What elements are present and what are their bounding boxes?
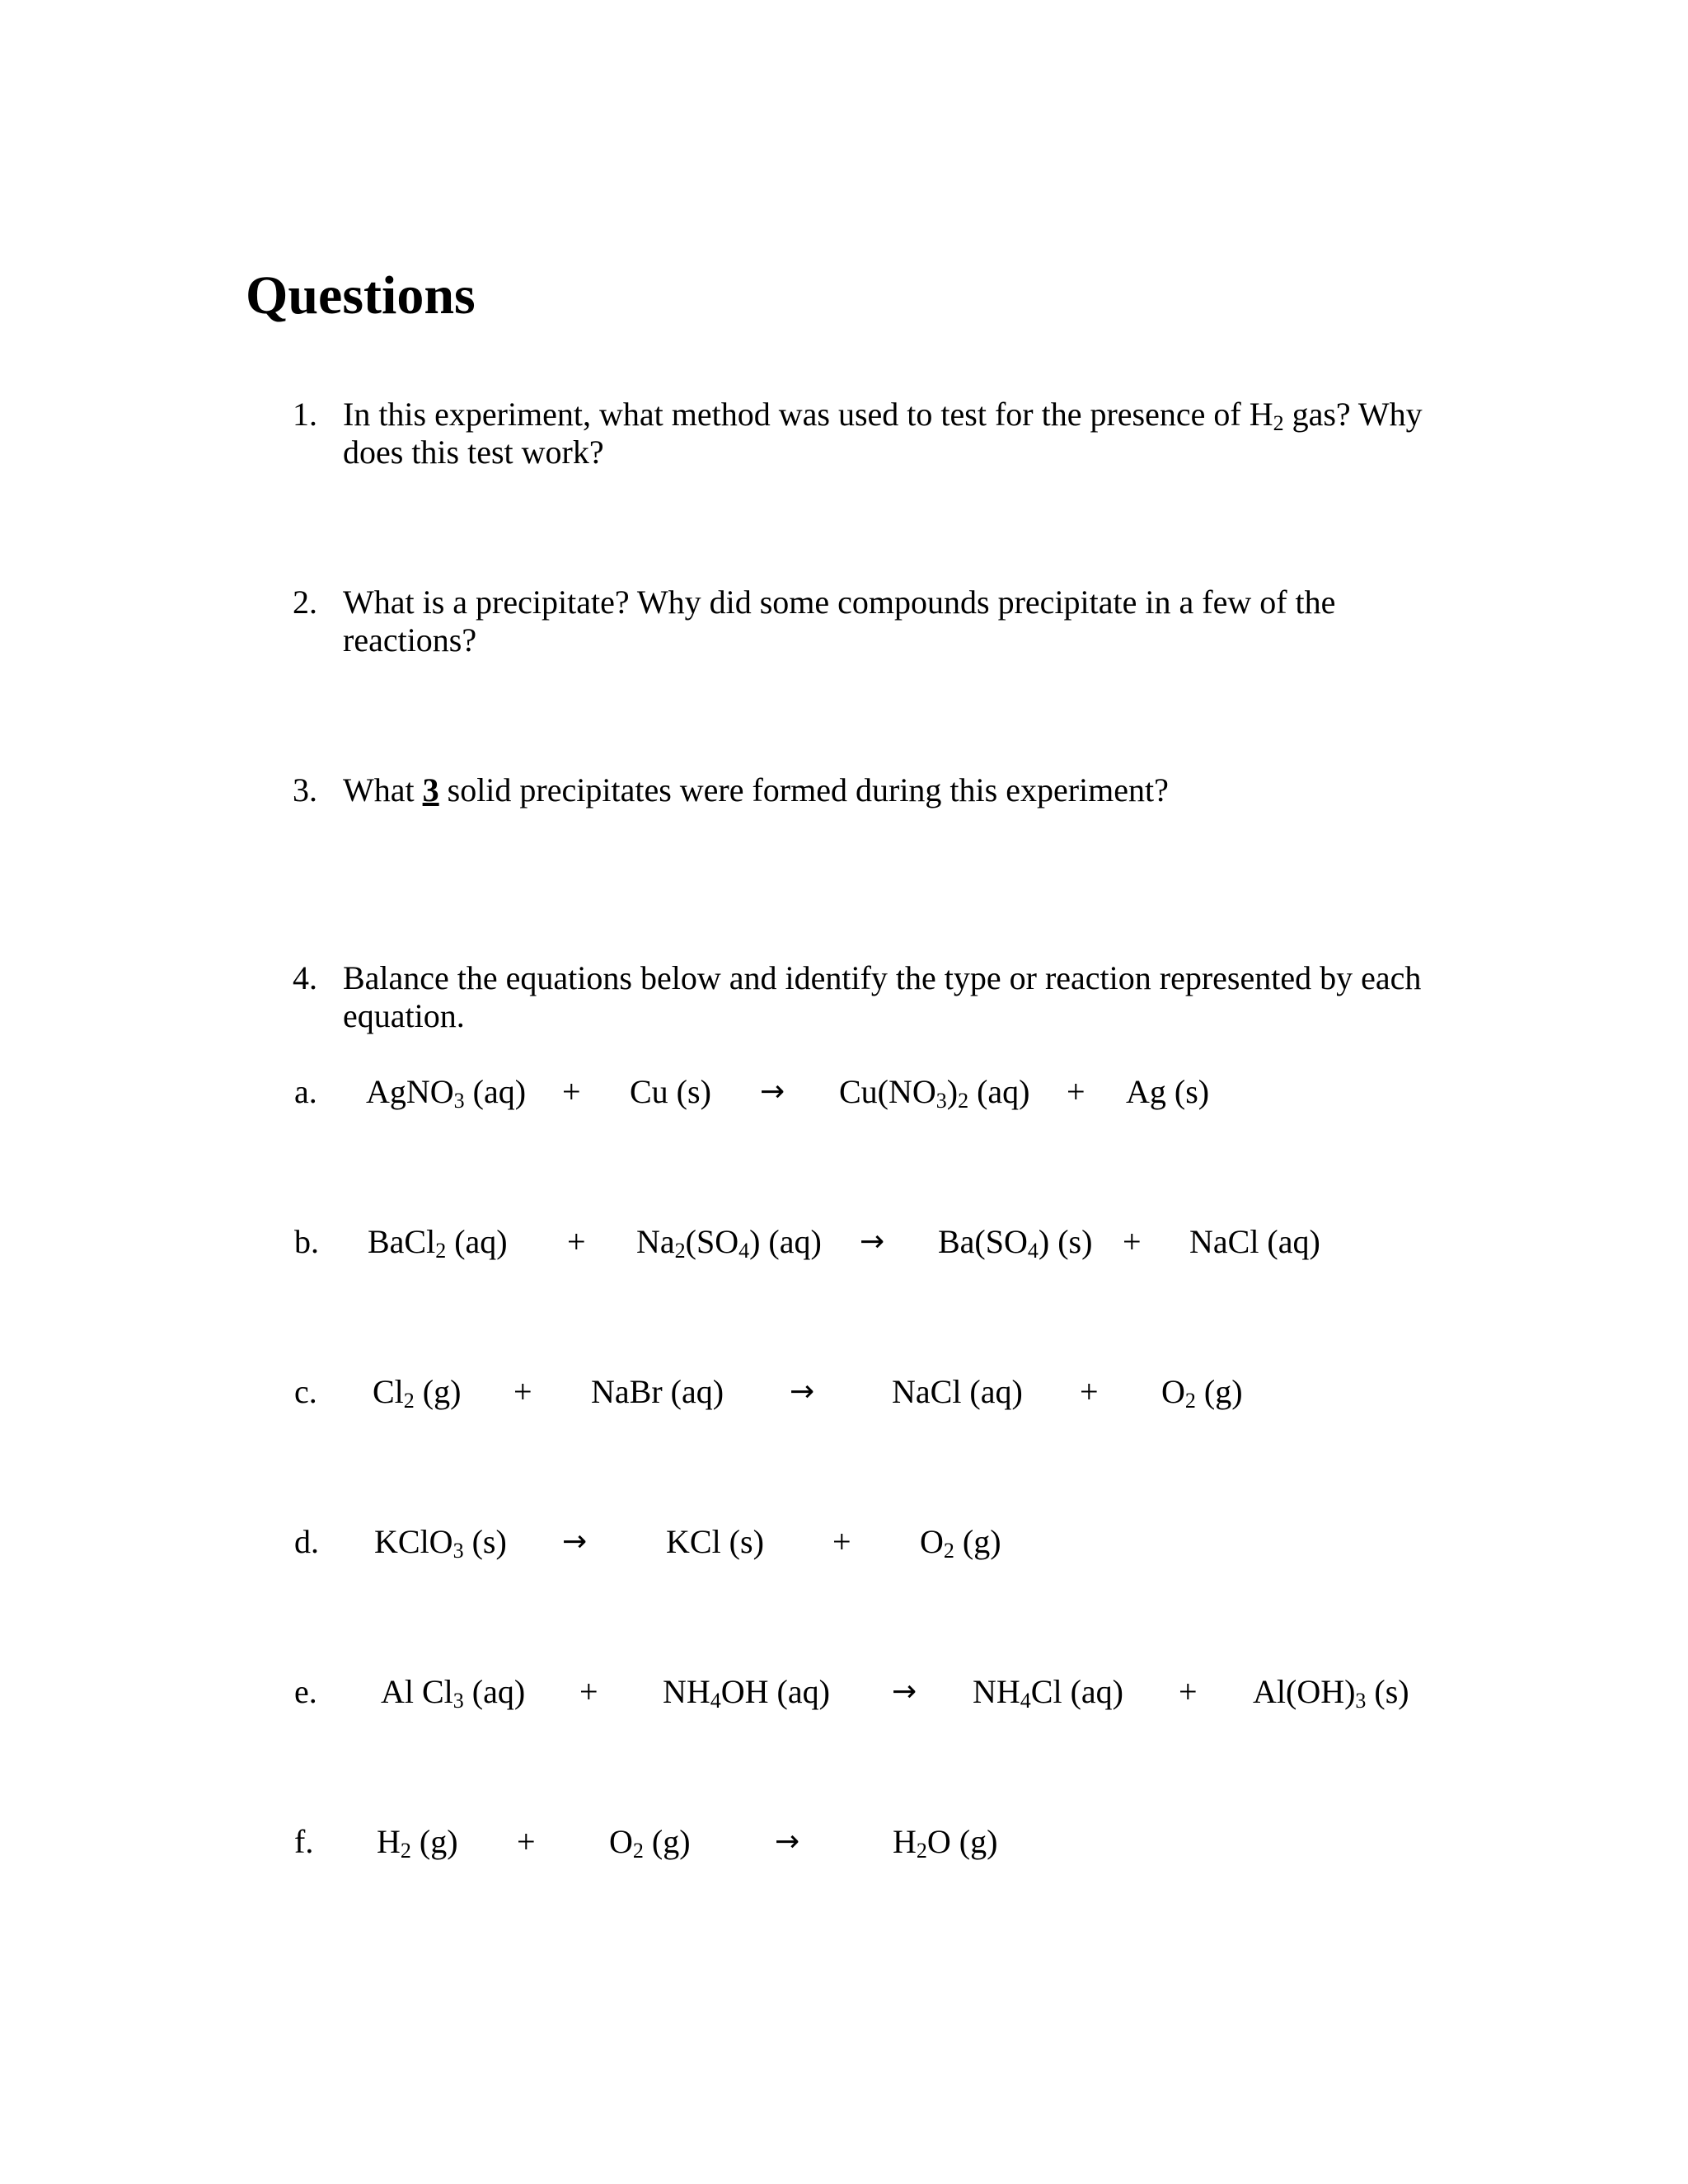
formula-text: O <box>920 1523 944 1560</box>
formula-text: Cl <box>373 1373 404 1410</box>
formula-text: OH (aq) <box>720 1673 830 1710</box>
plus-sign: + <box>1067 1073 1085 1110</box>
subscript: 2 <box>403 1389 415 1413</box>
chemical-formula <box>839 1071 1030 1113</box>
chemical-formula <box>663 1671 830 1713</box>
formula-text: (aq) <box>464 1073 527 1110</box>
subscript: 2 <box>943 1539 954 1563</box>
formula-text: NaCl (aq) <box>1189 1223 1320 1260</box>
formula-text: O <box>1161 1373 1185 1410</box>
plus-sign: + <box>1123 1223 1142 1260</box>
question-2 <box>293 583 1430 659</box>
reaction-arrow: → <box>775 1825 800 1858</box>
reaction-arrow: → <box>892 1675 917 1708</box>
formula-text: (aq) <box>446 1223 508 1260</box>
chemical-formula <box>591 1371 724 1413</box>
subscript: 3 <box>452 1689 464 1713</box>
formula-text: NH <box>663 1673 710 1710</box>
formula-text: (SO <box>685 1223 739 1260</box>
question-text: What is a precipitate? Why did some compounds precipitate in a few of the reactions? <box>343 583 1336 658</box>
question-text-part: In this experiment, what method was used to test for the presence of H <box>343 396 1273 433</box>
chemical-formula <box>630 1071 711 1113</box>
subscript: 2 <box>1184 1389 1196 1413</box>
subscript: 2 <box>632 1839 644 1863</box>
plus-sign: + <box>562 1073 581 1110</box>
question-number: 3. <box>293 771 317 808</box>
chemical-formula <box>381 1671 525 1713</box>
equation-label: f. <box>294 1823 314 1860</box>
chemical-formula <box>1253 1671 1409 1713</box>
reaction-arrow: → <box>790 1375 815 1408</box>
question-3 <box>293 771 1430 809</box>
formula-text: Na <box>636 1223 675 1260</box>
equation-label: a. <box>294 1073 317 1110</box>
chemical-formula <box>1189 1221 1320 1263</box>
formula-text: AgNO <box>366 1073 454 1110</box>
formula-text: O (g) <box>926 1823 998 1860</box>
subscript: 4 <box>1020 1689 1031 1713</box>
equation-a <box>0 1071 1688 1113</box>
emphasized-number: 3 <box>422 771 439 808</box>
formula-text: ) <box>946 1073 959 1110</box>
question-text <box>343 771 1430 809</box>
formula-text: Al(OH) <box>1253 1673 1356 1710</box>
question-number: 4. <box>293 959 317 996</box>
reaction-arrow: → <box>860 1225 885 1258</box>
reaction-arrow: → <box>562 1525 588 1558</box>
equation-label: e. <box>294 1673 317 1710</box>
subscript: 3 <box>935 1089 947 1113</box>
formula-text: Ba(SO <box>938 1223 1028 1260</box>
plus-sign: + <box>517 1823 536 1860</box>
equation-f <box>0 1821 1688 1863</box>
chemical-formula <box>666 1521 764 1563</box>
chemical-formula <box>636 1221 822 1263</box>
chemical-formula <box>373 1371 461 1413</box>
chemical-formula <box>374 1521 507 1563</box>
subscript: 2 <box>435 1239 447 1263</box>
equation-label: d. <box>294 1523 319 1560</box>
chemical-formula <box>938 1221 1092 1263</box>
equation-label: b. <box>294 1223 319 1260</box>
subscript: 2 <box>674 1239 686 1263</box>
subscript: 2 <box>958 1089 969 1113</box>
formula-text: ) (aq) <box>749 1223 822 1260</box>
formula-text: (aq) <box>968 1073 1030 1110</box>
question-text: Balance the equations below and identify the type or reaction represented by each equation. <box>343 959 1422 1034</box>
formula-text: (g) <box>954 1523 1001 1560</box>
question-4 <box>293 959 1430 1035</box>
plus-sign: + <box>567 1223 586 1260</box>
plus-sign: + <box>832 1523 851 1560</box>
equation-c <box>0 1371 1688 1413</box>
subscript: 3 <box>453 1089 465 1113</box>
equation-b <box>0 1221 1688 1263</box>
formula-text: (g) <box>643 1823 691 1860</box>
question-1 <box>293 396 1430 471</box>
plus-sign: + <box>1080 1373 1099 1410</box>
formula-text: Ag (s) <box>1126 1073 1210 1110</box>
plus-sign: + <box>1179 1673 1198 1710</box>
formula-text: Cu (s) <box>630 1073 711 1110</box>
chemical-formula <box>973 1671 1123 1713</box>
subscript: 2 <box>916 1839 927 1863</box>
question-text-part: gas? Why does this test work? <box>343 396 1423 471</box>
equation-d <box>0 1521 1688 1563</box>
plus-sign: + <box>513 1373 532 1410</box>
equation-e <box>0 1671 1688 1713</box>
subscript: 4 <box>1027 1239 1039 1263</box>
formula-text: KClO <box>374 1523 453 1560</box>
formula-text: (s) <box>1366 1673 1409 1710</box>
formula-text: H <box>893 1823 917 1860</box>
page-heading: Questions <box>246 265 476 326</box>
equation-label: c. <box>294 1373 317 1410</box>
formula-text: ) (s) <box>1038 1223 1093 1260</box>
question-text-part: solid precipitates were formed during this experiment? <box>438 771 1169 808</box>
formula-text: BaCl <box>368 1223 436 1260</box>
chemical-formula <box>368 1221 508 1263</box>
chemical-formula <box>920 1521 1001 1563</box>
formula-text: NaBr (aq) <box>591 1373 724 1410</box>
subscript: 3 <box>1355 1689 1367 1713</box>
chemical-formula <box>1161 1371 1243 1413</box>
formula-text: H <box>377 1823 401 1860</box>
formula-text: NH <box>973 1673 1020 1710</box>
subscript: 2 <box>400 1839 411 1863</box>
chemical-formula <box>1126 1071 1209 1113</box>
formula-text: Al Cl <box>381 1673 453 1710</box>
formula-text: NaCl (aq) <box>892 1373 1023 1410</box>
formula-text: Cu(NO <box>839 1073 936 1110</box>
chemical-formula <box>377 1821 458 1863</box>
subscript: 2 <box>1273 411 1284 435</box>
chemical-formula <box>892 1371 1023 1413</box>
chemical-formula <box>366 1071 526 1113</box>
subscript: 3 <box>452 1539 464 1563</box>
formula-text: Cl (aq) <box>1030 1673 1123 1710</box>
subscript: 4 <box>710 1689 721 1713</box>
question-text <box>343 396 1430 471</box>
formula-text: (g) <box>1195 1373 1243 1410</box>
formula-text: (aq) <box>463 1673 526 1710</box>
formula-text: O <box>609 1823 633 1860</box>
formula-text: KCl (s) <box>666 1523 764 1560</box>
reaction-arrow: → <box>760 1075 785 1108</box>
question-text-part: What <box>343 771 423 808</box>
subscript: 4 <box>738 1239 750 1263</box>
formula-text: (g) <box>414 1373 462 1410</box>
question-number: 1. <box>293 396 317 433</box>
plus-sign: + <box>579 1673 598 1710</box>
formula-text: (s) <box>463 1523 507 1560</box>
chemical-formula <box>609 1821 691 1863</box>
formula-text: (g) <box>410 1823 458 1860</box>
question-number: 2. <box>293 583 317 621</box>
chemical-formula <box>893 1821 997 1863</box>
